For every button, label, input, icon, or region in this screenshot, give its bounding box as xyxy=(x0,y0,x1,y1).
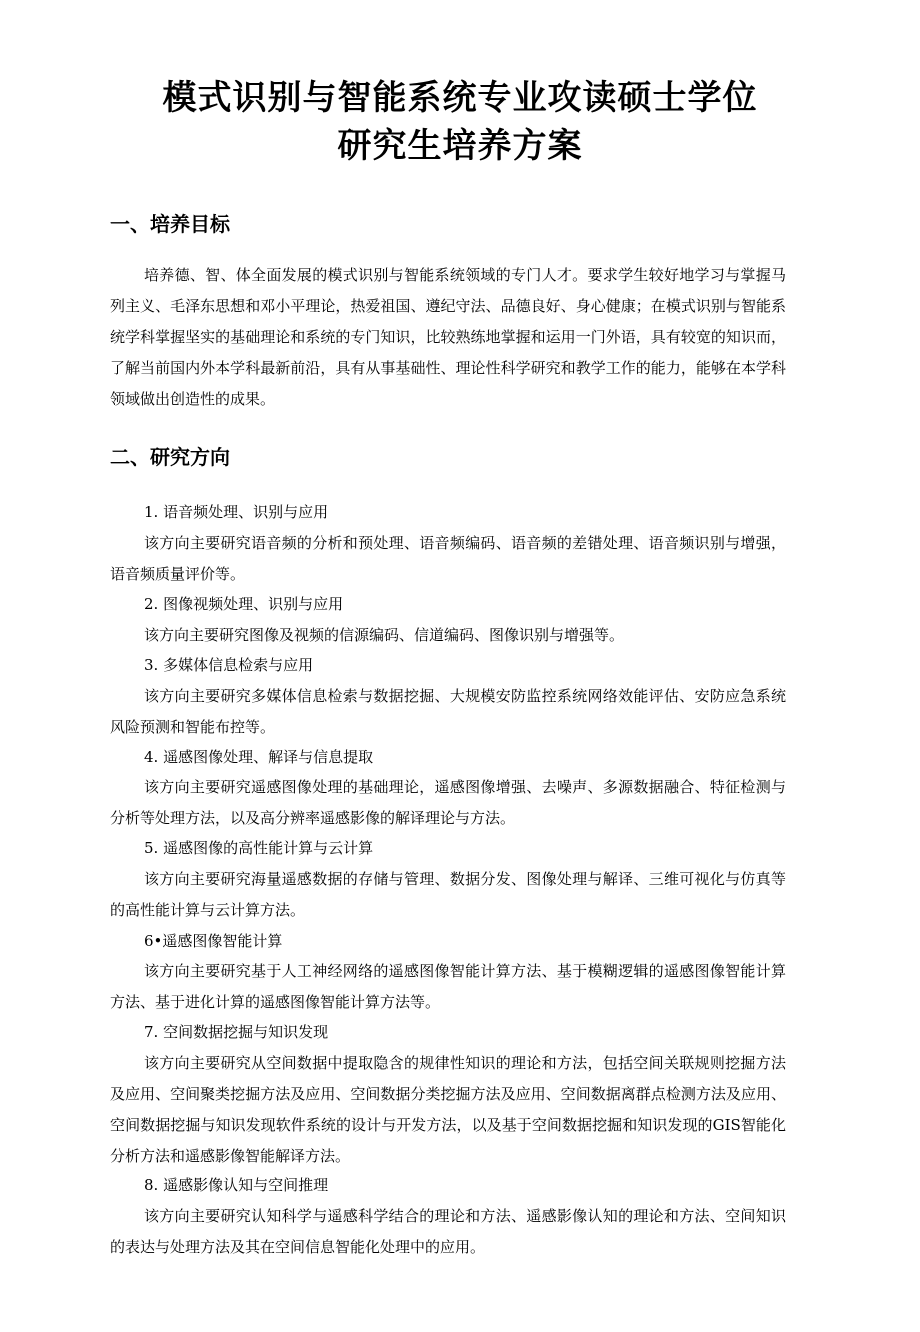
direction-description: 该方向主要研究多媒体信息检索与数据挖掘、大规模安防监控系统网络效能评估、安防应急系统风险预测和智能布控等。 xyxy=(110,687,786,736)
direction-title: 5. 遥感图像的高性能计算与云计算 xyxy=(144,839,374,857)
document-title-line-1: 模式识别与智能系统专业攻读硕士学位 xyxy=(162,78,758,118)
direction-title: 2. 图像视频处理、识别与应用 xyxy=(144,595,344,613)
direction-title: 7. 空间数据挖掘与知识发现 xyxy=(144,1023,329,1041)
direction-title: 4. 遥感图像处理、解译与信息提取 xyxy=(144,748,374,766)
direction-title: 6•遥感图像智能计算 xyxy=(144,932,283,950)
direction-description: 该方向主要研究基于人工神经网络的遥感图像智能计算方法、基于模糊逻辑的遥感图像智能计算方法、基于进化计算的遥感图像智能计算方法等。 xyxy=(110,962,786,1011)
direction-description: 该方向主要研究从空间数据中提取隐含的规律性知识的理论和方法，包括空间关联规则挖掘方法及应用、空间聚类挖掘方法及应用、空间数据分类挖掘方法及应用、空间数据离群点检测方法及应用、空间数据挖掘与知识发现软件系统的设计与开发方法，以及基于空间数据挖掘和知识发现的GIS智能化分析方法和遥感影像智能解译方法。 xyxy=(110,1054,786,1165)
direction-description: 该方向主要研究语音频的分析和预处理、语音频编码、语音频的差错处理、语音频识别与增强，语音频质量评价等。 xyxy=(110,534,786,583)
direction-title: 3. 多媒体信息检索与应用 xyxy=(144,656,314,674)
section-heading-research-directions: 二、研究方向 xyxy=(110,445,230,469)
document-title-line-2: 研究生培养方案 xyxy=(337,126,583,166)
direction-description: 该方向主要研究海量遥感数据的存储与管理、数据分发、图像处理与解译、三维可视化与仿真等的高性能计算与云计算方法。 xyxy=(110,870,786,919)
direction-description: 该方向主要研究遥感图像处理的基础理论，遥感图像增强、去噪声、多源数据融合、特征检测与分析等处理方法，以及高分辨率遥感影像的解译理论与方法。 xyxy=(110,778,786,827)
direction-title: 1. 语音频处理、识别与应用 xyxy=(144,503,329,521)
direction-description: 该方向主要研究认知科学与遥感科学结合的理论和方法、遥感影像认知的理论和方法、空间知识的表达与处理方法及其在空间信息智能化处理中的应用。 xyxy=(110,1207,786,1256)
section-heading-objectives: 一、培养目标 xyxy=(110,212,230,236)
direction-description: 该方向主要研究图像及视频的信源编码、信道编码、图像识别与增强等。 xyxy=(144,626,625,644)
objectives-paragraph: 培养德、智、体全面发展的模式识别与智能系统领域的专门人才。要求学生较好地学习与掌握马列主义、毛泽东思想和邓小平理论，热爱祖国、遵纪守法、品德良好、身心健康；在模式识别与智能系统学科掌握坚实的基础理论和系统的专门知识，比较熟练地掌握和运用一门外语，具有较宽的知识而，了解当前国内外本学科最新前沿，具有从事基础性、理论性科学研究和教学工作的能力，能够在本学科领域做出创造性的成果。 xyxy=(110,266,786,408)
direction-title: 8. 遥感影像认知与空间推理 xyxy=(144,1176,329,1194)
